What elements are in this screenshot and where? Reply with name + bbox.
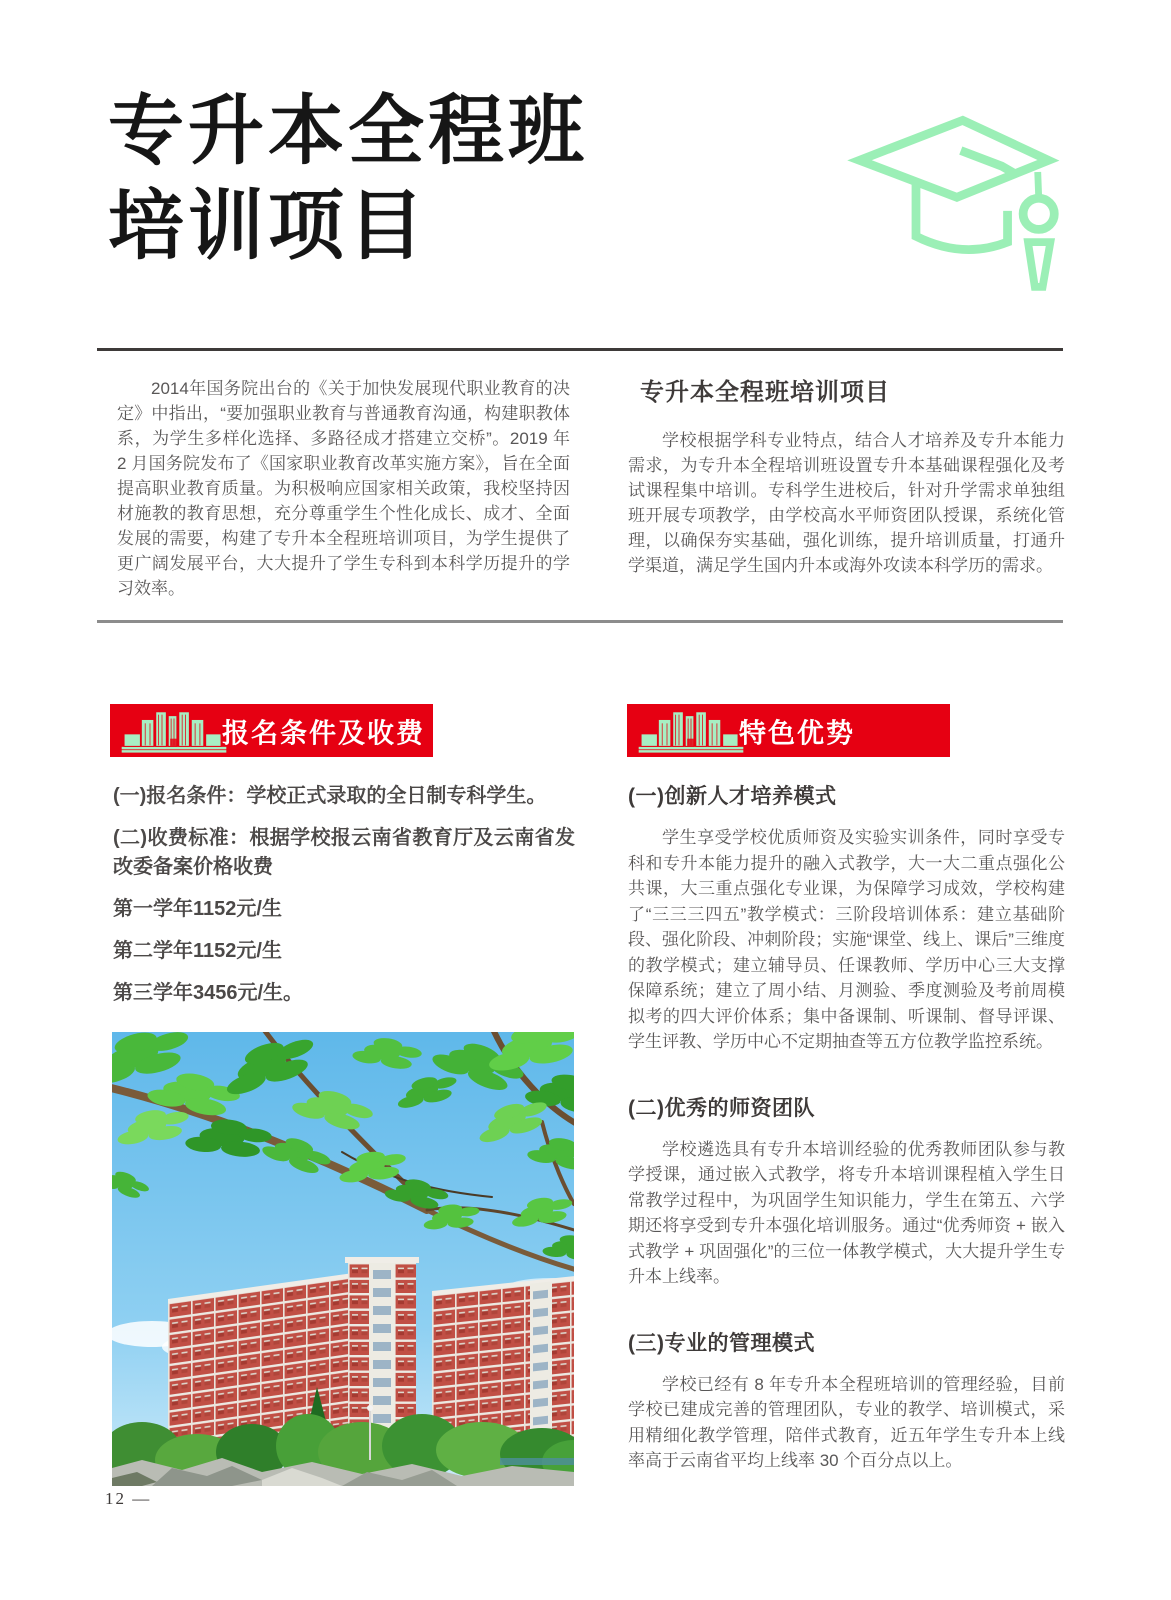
page-title [108,84,588,274]
overview-section [628,378,1065,578]
feature-heading: (一)创新人才培养模式 [628,785,837,808]
feature-section [628,1330,1065,1474]
feature-body: 学生享受学校优质师资及实验实训条件，同时享受专科和专升本能力提升的融入式教学，大一大二重点强化公共课，大三重点强化专业课，为保障学习成效，学校构建了“三三三四五”教学模式：三阶段培训体系：建立基础阶段、强化阶段、冲刺阶段；实施“课堂、线上、课后”三维度的教学模式；建立辅导员、任课教师、学历中心三大支撑保障系统；建立了周小结、月测验、季度测验及考前周模拟考的四大评价体系；集中备课制、听课制、督导评课、学生评教、学历中心不定期抽查等五方位教学监控系统。 [628,828,1065,1051]
enrollment-item: (二)收费标准：根据学校报云南省教育厅及云南省发改委备案价格收费 [113,827,575,878]
feature-body: 学校已经有 8 年专升本全程班培训的管理经验，目前学校已建成完善的管理团队，专业的教学、培训模式，采用精细化教学管理，陪伴式教育，近五年学生专升本上线率高于云南省平均上线率 30 个百分点以上。 [628,1374,1065,1470]
overview-body: 学校根据学科专业特点，结合人才培养及专升本能力需求，为专升本全程培训班设置专升本基础课程强化及考试课程集中培训。专科学生进校后，针对升学需求单独组班开展专项教学，由学校高水平师资团队授课，系统化管理，以确保夯实基础，强化训练，提升培训质量，打通升学渠道，满足学生国内升本或海外攻读本科学历的需求。 [628,431,1065,575]
middle-divider [97,620,1063,623]
feature-heading: (三)专业的管理模式 [628,1331,815,1355]
page-title-line2: 培训项目 [108,184,428,269]
feature-heading: (二)优秀的师资团队 [628,1096,815,1120]
overview-heading: 专升本全程班培训项目 [640,379,890,406]
features-banner-label: 特色优势 [739,718,855,748]
features-column [628,783,1065,1514]
enrollment-banner-label: 报名条件及收费 [222,718,425,748]
page-number: 12 — [105,1489,152,1508]
enrollment-item: 第三学年3456元/生。 [113,982,304,1004]
enrollment-item: (一)报名条件：学校正式录取的全日制专科学生。 [113,785,547,807]
enrollment-list [113,782,575,1021]
page-title-line1: 专升本全程班 [108,89,588,174]
top-divider [97,348,1063,351]
campus-building-icon [120,707,228,755]
feature-section [628,783,1065,1055]
features-banner [627,704,950,757]
enrollment-banner [110,704,433,757]
intro-paragraph: 2014年国务院出台的《关于加快发展现代职业教育的决定》中指出，“要加强职业教育与普通教育沟通，构建职教体系，为学生多样化选择、多路径成才搭建立交桥”。2019 年 2 月国务院发布了《国家职业教育改革实施方案》，旨在全面提高职业教育质量。为积极响应国家相关政策，我校坚持因材施教的教育思想，充分尊重学生个性化成长、成才、全面发展的需要，构建了专升本全程班培训项目，为学生提供了更广阔发展平台，大大提升了学生专科到本科学历提升的学习效率。 [117,379,570,598]
campus-building-icon [637,707,745,755]
enrollment-item: 第一学年1152元/生 [113,898,282,920]
graduation-cap-icon [845,96,1061,320]
campus-photo [112,1032,574,1486]
enrollment-item: 第二学年1152元/生 [113,940,282,962]
feature-section [628,1095,1065,1290]
feature-body: 学校遴选具有专升本培训经验的优秀教师团队参与教学授课，通过嵌入式教学，将专升本培训课程植入学生日常教学过程中，为巩固学生知识能力，学生在第五、六学期还将享受到专升本强化培训服务。通过“优秀师资 + 嵌入式教学 + 巩固强化”的三位一体教学模式，大大提升学生专升本上线率。 [628,1139,1065,1286]
